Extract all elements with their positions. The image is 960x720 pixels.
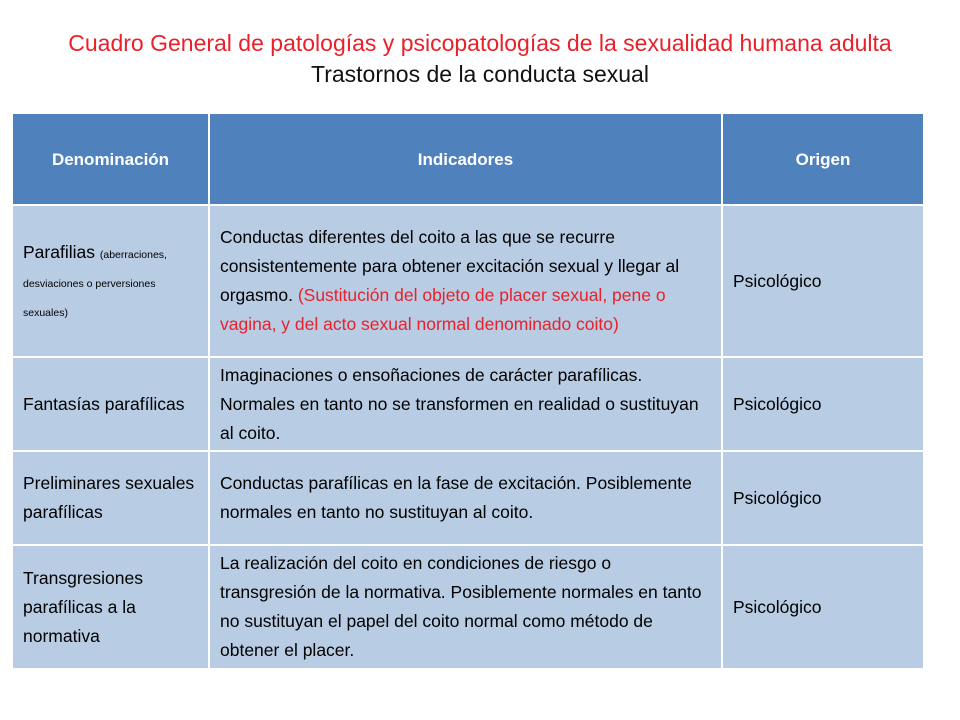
pathologies-table <box>11 112 925 670</box>
header-indicadores: Indicadores <box>209 113 722 205</box>
page-title: Cuadro General de patologías y psicopatologías de la sexualidad humana adulta <box>68 30 892 56</box>
cell-indicadores <box>209 205 722 357</box>
table-row <box>12 357 924 451</box>
cell-denominacion: Preliminares sexuales parafílicas <box>12 451 209 545</box>
table-row <box>12 451 924 545</box>
indicadores-note: (Sustitución del objeto de placer sexual, pene o vagina, y del acto sexual normal denominado coito) <box>220 285 666 334</box>
cell-indicadores: Imaginaciones o ensoñaciones de carácter parafílicas. Normales en tanto no se transformen en realidad o sustituyan al coito. <box>209 357 722 451</box>
table-header-row <box>12 113 924 205</box>
cell-origen: Psicológico <box>722 545 924 669</box>
table-row <box>12 205 924 357</box>
cell-origen: Psicológico <box>722 205 924 357</box>
cell-denominacion: Transgresiones parafílicas a la normativa <box>12 545 209 669</box>
page-subtitle: Trastornos de la conducta sexual <box>311 61 649 87</box>
denominacion-text: Parafilias <box>23 241 95 262</box>
cell-origen: Psicológico <box>722 357 924 451</box>
header-origen: Origen <box>722 113 924 205</box>
table-row <box>12 545 924 669</box>
header-denominacion: Denominación <box>12 113 209 205</box>
cell-denominacion: Fantasías parafílicas <box>12 357 209 451</box>
cell-origen: Psicológico <box>722 451 924 545</box>
cell-indicadores: La realización del coito en condiciones de riesgo o transgresión de la normativa. Posiblemente normales en tanto no sustituyan el papel del coito normal como método de obtener el placer. <box>209 545 722 669</box>
indicadores-text: Conductas diferentes del coito a las que se recurre consistentemente para obtener excitación sexual y llegar al orgasmo. <box>220 227 680 305</box>
cell-denominacion <box>12 205 209 357</box>
cell-indicadores: Conductas parafílicas en la fase de excitación. Posiblemente normales en tanto no sustituyan al coito. <box>209 451 722 545</box>
denominacion-note: (aberraciones, desviaciones o perversiones sexuales) <box>23 248 167 319</box>
